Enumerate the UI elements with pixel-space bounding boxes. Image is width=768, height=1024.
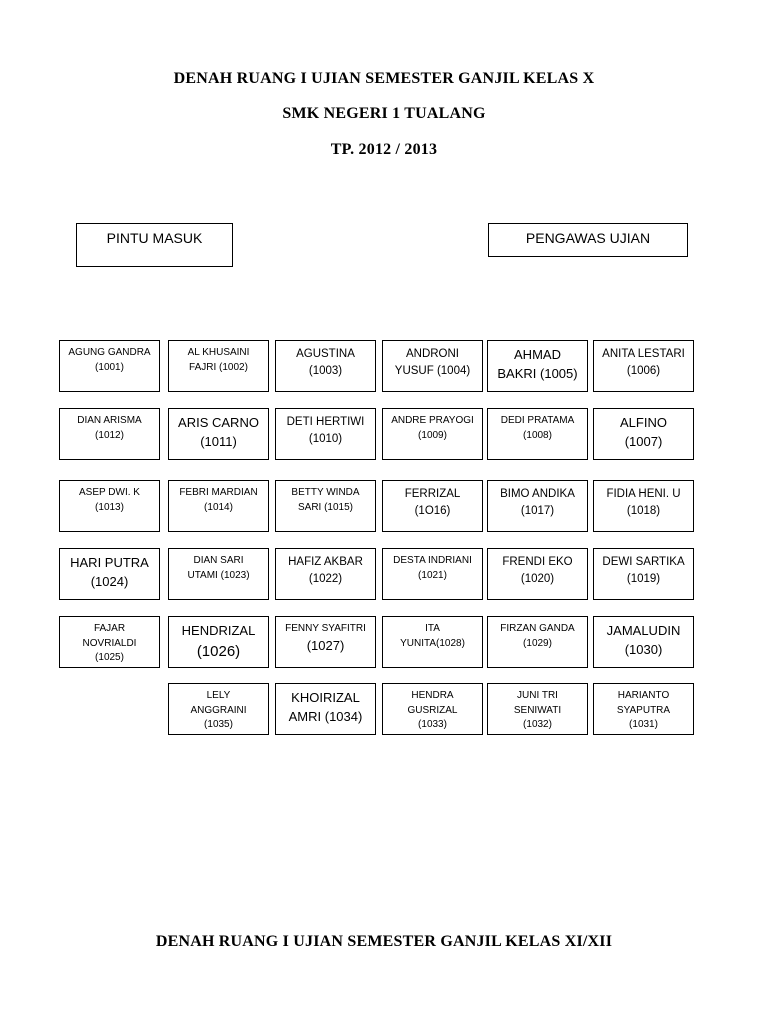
seat-name: AGUNG GANDRA (68, 347, 151, 358)
seat-name: ARIS CARNO (178, 415, 259, 430)
seat-number: (1010) (308, 432, 343, 445)
seat-name: HARIANTO SYAPUTRA (616, 690, 671, 716)
seat-name: AGUSTINA (296, 348, 355, 360)
seat-name: ANDRONI YUSUF (1004) (394, 348, 471, 377)
seat-name: HAFIZ AKBAR (288, 556, 363, 568)
seat-name: FRENDI EKO (502, 556, 573, 568)
seat-number: (1035) (204, 719, 233, 730)
seat (487, 340, 588, 392)
seat (382, 548, 483, 600)
seat-number: (1032) (523, 719, 552, 730)
seat (275, 340, 376, 392)
seat-number: (1029) (523, 637, 552, 649)
seat-number: (1030) (624, 641, 663, 657)
seat-name: FEBRI MARDIAN (179, 487, 258, 498)
seat (168, 616, 269, 668)
seat (593, 408, 694, 460)
seat-number: (1007) (624, 433, 663, 449)
seat-number: (1027) (306, 637, 345, 653)
seat-name: BIMO ANDIKA (500, 488, 575, 500)
seat (382, 340, 483, 392)
seat-number: (1012) (95, 429, 124, 441)
seat-name: KHOIRIZAL AMRI (1034) (288, 690, 363, 724)
seat (275, 480, 376, 532)
seat-number: (1022) (308, 572, 343, 585)
seat-name: AHMAD BAKRI (1005) (497, 347, 578, 381)
seat (59, 548, 160, 600)
seat (59, 340, 160, 392)
seat-number: (1001) (95, 361, 124, 373)
seat (275, 683, 376, 735)
seat (593, 683, 694, 735)
seat (487, 616, 588, 668)
seat (593, 480, 694, 532)
entrance-label: PINTU MASUK (106, 230, 203, 246)
seat (59, 616, 160, 668)
second-document-title: DENAH RUANG I UJIAN SEMESTER GANJIL KELAS XI/XII (155, 933, 613, 950)
seat-name: DEDI PRATAMA (500, 415, 575, 426)
seat (593, 616, 694, 668)
seat (382, 683, 483, 735)
seat-name: FIDIA HENI. U (606, 488, 681, 500)
seat (59, 408, 160, 460)
seat-number: (1024) (90, 573, 129, 589)
document-title: DENAH RUANG I UJIAN SEMESTER GANJIL KELAS X (173, 70, 595, 87)
seat-number: (1031) (629, 719, 658, 730)
supervisor-box (488, 223, 688, 257)
seat (382, 408, 483, 460)
seat-name: BETTY WINDA SARI (1015) (291, 487, 360, 513)
seat (593, 340, 694, 392)
seat-name: JUNI TRI SENIWATI (513, 690, 562, 716)
seat-name: ANDRE PRAYOGI (391, 415, 474, 426)
seat-name: DEWI SARTIKA (602, 556, 685, 568)
seat-number: (1003) (308, 364, 343, 377)
seat (168, 548, 269, 600)
supervisor-label: PENGAWAS UJIAN (525, 230, 651, 246)
seat-name: HENDRIZAL (181, 623, 256, 638)
seat-number: (1009) (418, 429, 447, 441)
seat-name: ANITA LESTARI (602, 348, 685, 360)
seat-number: (1013) (95, 501, 124, 513)
seat-number: (1006) (626, 364, 661, 377)
seat-name: DIAN SARI UTAMI (1023) (187, 555, 250, 581)
seat (275, 408, 376, 460)
school-name: SMK NEGERI 1 TUALANG (282, 105, 486, 122)
seat-name: FIRZAN GANDA (500, 623, 575, 634)
seat-name: ITA YUNITA(1028) (400, 623, 465, 649)
seat-name: DESTA INDRIANI (393, 555, 472, 566)
academic-year: TP. 2012 / 2013 (330, 141, 438, 158)
seat-name: FERRIZAL (404, 488, 461, 500)
seat-number: (1017) (520, 504, 555, 517)
seat (487, 480, 588, 532)
seat-number: (1025) (95, 652, 124, 663)
seat-name: FAJAR NOVRIALDI (82, 623, 137, 649)
seat-name: LELY ANGGRAINI (190, 690, 247, 716)
entrance-box (76, 223, 233, 267)
seat-number: (1021) (418, 569, 447, 581)
seat-number: (1018) (626, 504, 661, 517)
seat-name: FENNY SYAFITRI (285, 623, 366, 634)
seat (487, 683, 588, 735)
seat (593, 548, 694, 600)
seat (59, 480, 160, 532)
seat (168, 408, 269, 460)
seat-number: (1033) (418, 719, 447, 730)
seat (275, 548, 376, 600)
seat-number: (1O16) (414, 504, 451, 517)
seat (168, 480, 269, 532)
seat (487, 548, 588, 600)
seat (382, 480, 483, 532)
seat (275, 616, 376, 668)
seat-name: ALFINO (620, 415, 667, 430)
seat (168, 340, 269, 392)
seat-number: (1019) (626, 572, 661, 585)
seat-name: HENDRA GUSRIZAL (407, 690, 458, 716)
seat-name: JAMALUDIN (606, 623, 681, 638)
seat-name: HARI PUTRA (70, 555, 149, 570)
seat-number: (1026) (196, 642, 241, 660)
seat (382, 616, 483, 668)
seat-number: (1011) (200, 433, 237, 449)
seat-name: DIAN ARISMA (77, 415, 142, 426)
seat-number: (1014) (204, 501, 233, 513)
seat-number: (1008) (523, 429, 552, 441)
seat-name: DETI HERTIWI (286, 416, 365, 428)
seat-number: (1020) (520, 572, 555, 585)
seat (487, 408, 588, 460)
seat-name: ASEP DWI. K (79, 487, 140, 498)
seat-name: AL KHUSAINI FAJRI (1002) (187, 347, 250, 373)
seat (168, 683, 269, 735)
